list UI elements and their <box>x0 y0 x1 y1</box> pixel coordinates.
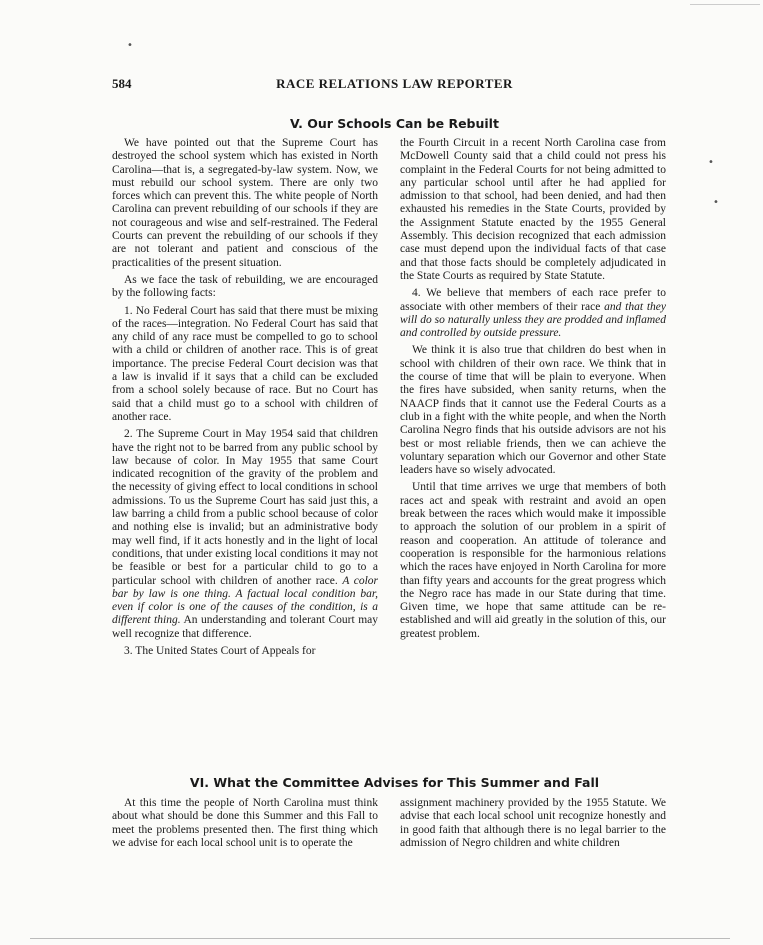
section-v-heading: V. Our Schools Can be Rebuilt <box>290 116 499 131</box>
scan-speck: • <box>127 40 133 51</box>
paragraph: 3. The United States Court of Appeals for <box>124 644 316 657</box>
page-header <box>112 76 677 92</box>
scan-speck: • <box>708 157 714 168</box>
paragraph: We think it is also true that children do best when in school with children of their own race. We think that in the course of time that will be plain to everyone. When the fires have subsided, when sanity returns, when the NAACP finds that it cannot use the Federal Courts as a club in a fight with the white people, and when the North Carolina Negro finds that his outside advisors are not his best or most reliable friends, then we can achieve the voluntary separation which our Governor and other State leaders have so wisely advocated. <box>400 344 666 477</box>
section-vi-left-column <box>112 797 378 854</box>
paragraph <box>400 287 666 340</box>
paragraph-text: An understanding and tolerant Court may well recognize that difference. <box>112 614 378 640</box>
paragraph-text: 4. We believe that members of each race prefer to associate with other members of their race <box>400 287 666 313</box>
paragraph: 1. No Federal Court has said that there must be mixing of the races—integration. No Federal Court has said that any child of any race must be compelled to go to school with a child or children of another race. This is of great importance. The precise Federal Court decision was that a law is invalid if it says that a child can be excluded from a school solely because of race. But no Court has said that a child must go to a school with children of another race. <box>112 304 378 423</box>
paragraph <box>112 428 378 641</box>
paragraph: the Fourth Circuit in a recent North Carolina case from McDowell County said that a child could not press his complaint in the Federal Courts for not being admitted to any particular school until after he had applied for admission to that school, had been denied, and had then exhausted his remedies in the State Courts, provided by the Assignment Statute enacted by the 1955 General Assembly. This decision recognized that each admission case must depend upon the individual facts of that case and that those facts should be completely adjudicated in the State Courts as required by State Statute. <box>400 137 666 282</box>
scan-speck: • <box>713 197 719 208</box>
section-vi-right-column <box>400 797 666 854</box>
scan-bottom-line <box>30 938 730 939</box>
paragraph: As we face the task of rebuilding, we are encouraged by the following facts: <box>112 273 378 300</box>
paragraph: Until that time arrives we urge that members of both races act and speak with restraint and avoid an open break between the races which would make it impossible to approach the solution of our problem in a spirit of reason and cooperation. An attitude of tolerance and cooperation is responsible for the harmonious relations which the races have enjoyed in North Carolina for more than fifty years and accounts for the great progress which the Negro race has made in our State during that time. Given time, we hope that same attitude can be re-established and will aid greatly in the solution of this, our greatest problem. <box>400 481 666 640</box>
section-v-left-column <box>112 137 378 662</box>
paragraph-text: 2. The Supreme Court in May 1954 said that children have the right not to be barred from any public school by law because of color. In May 1955 that same Court indicated recognition of the gravity of the problem and the necessity of giving effect to local conditions in school admissions. To us the Supreme Court has said just this, a law barring a child from a public school because of color and nothing else is invalid; but an administrative body may well find, if it acts honestly and in the light of local conditions, that under existing local conditions it may not be feasible or best for a particular child to go to a particular school with children of another race. <box>112 428 378 587</box>
paragraph: assignment machinery provided by the 1955 Statute. We advise that each local school unit recognize honestly and in good faith that although there is no legal barrier to the admission of Negro children and white children <box>400 797 666 849</box>
section-vi-heading: VI. What the Committee Advises for This Summer and Fall <box>189 775 600 790</box>
section-v-right-column <box>400 137 666 645</box>
emphasis-text: A color bar by law is one thing. A factual local condition bar, even if color is one of the causes of the condition, is a different thing. <box>112 574 378 627</box>
running-title: RACE RELATIONS LAW REPORTER <box>276 76 513 91</box>
scan-edge-line <box>690 4 760 5</box>
page-number: 584 <box>112 76 132 91</box>
paragraph: We have pointed out that the Supreme Court has destroyed the school system which has existed in North Carolina—that is, a segregated-by-law system. Now, we must rebuild our school system. There are only two forces which can prevent this. The white people of North Carolina can prevent rebuilding of our schools if they are not courageous and wise and self-restrained. The Federal Courts can prevent the rebuilding of our schools if they are not tolerant and patient and conscious of the practicalities of the present situation. <box>112 137 378 269</box>
emphasis-text: and that they will do so naturally unless they are prodded and inflamed and controlled by outside pressure. <box>400 300 666 340</box>
paragraph: At this time the people of North Carolina must think about what should be done this Summer and this Fall to meet the problems presented then. The first thing which we advise for each local school unit is to operate the <box>112 797 378 849</box>
